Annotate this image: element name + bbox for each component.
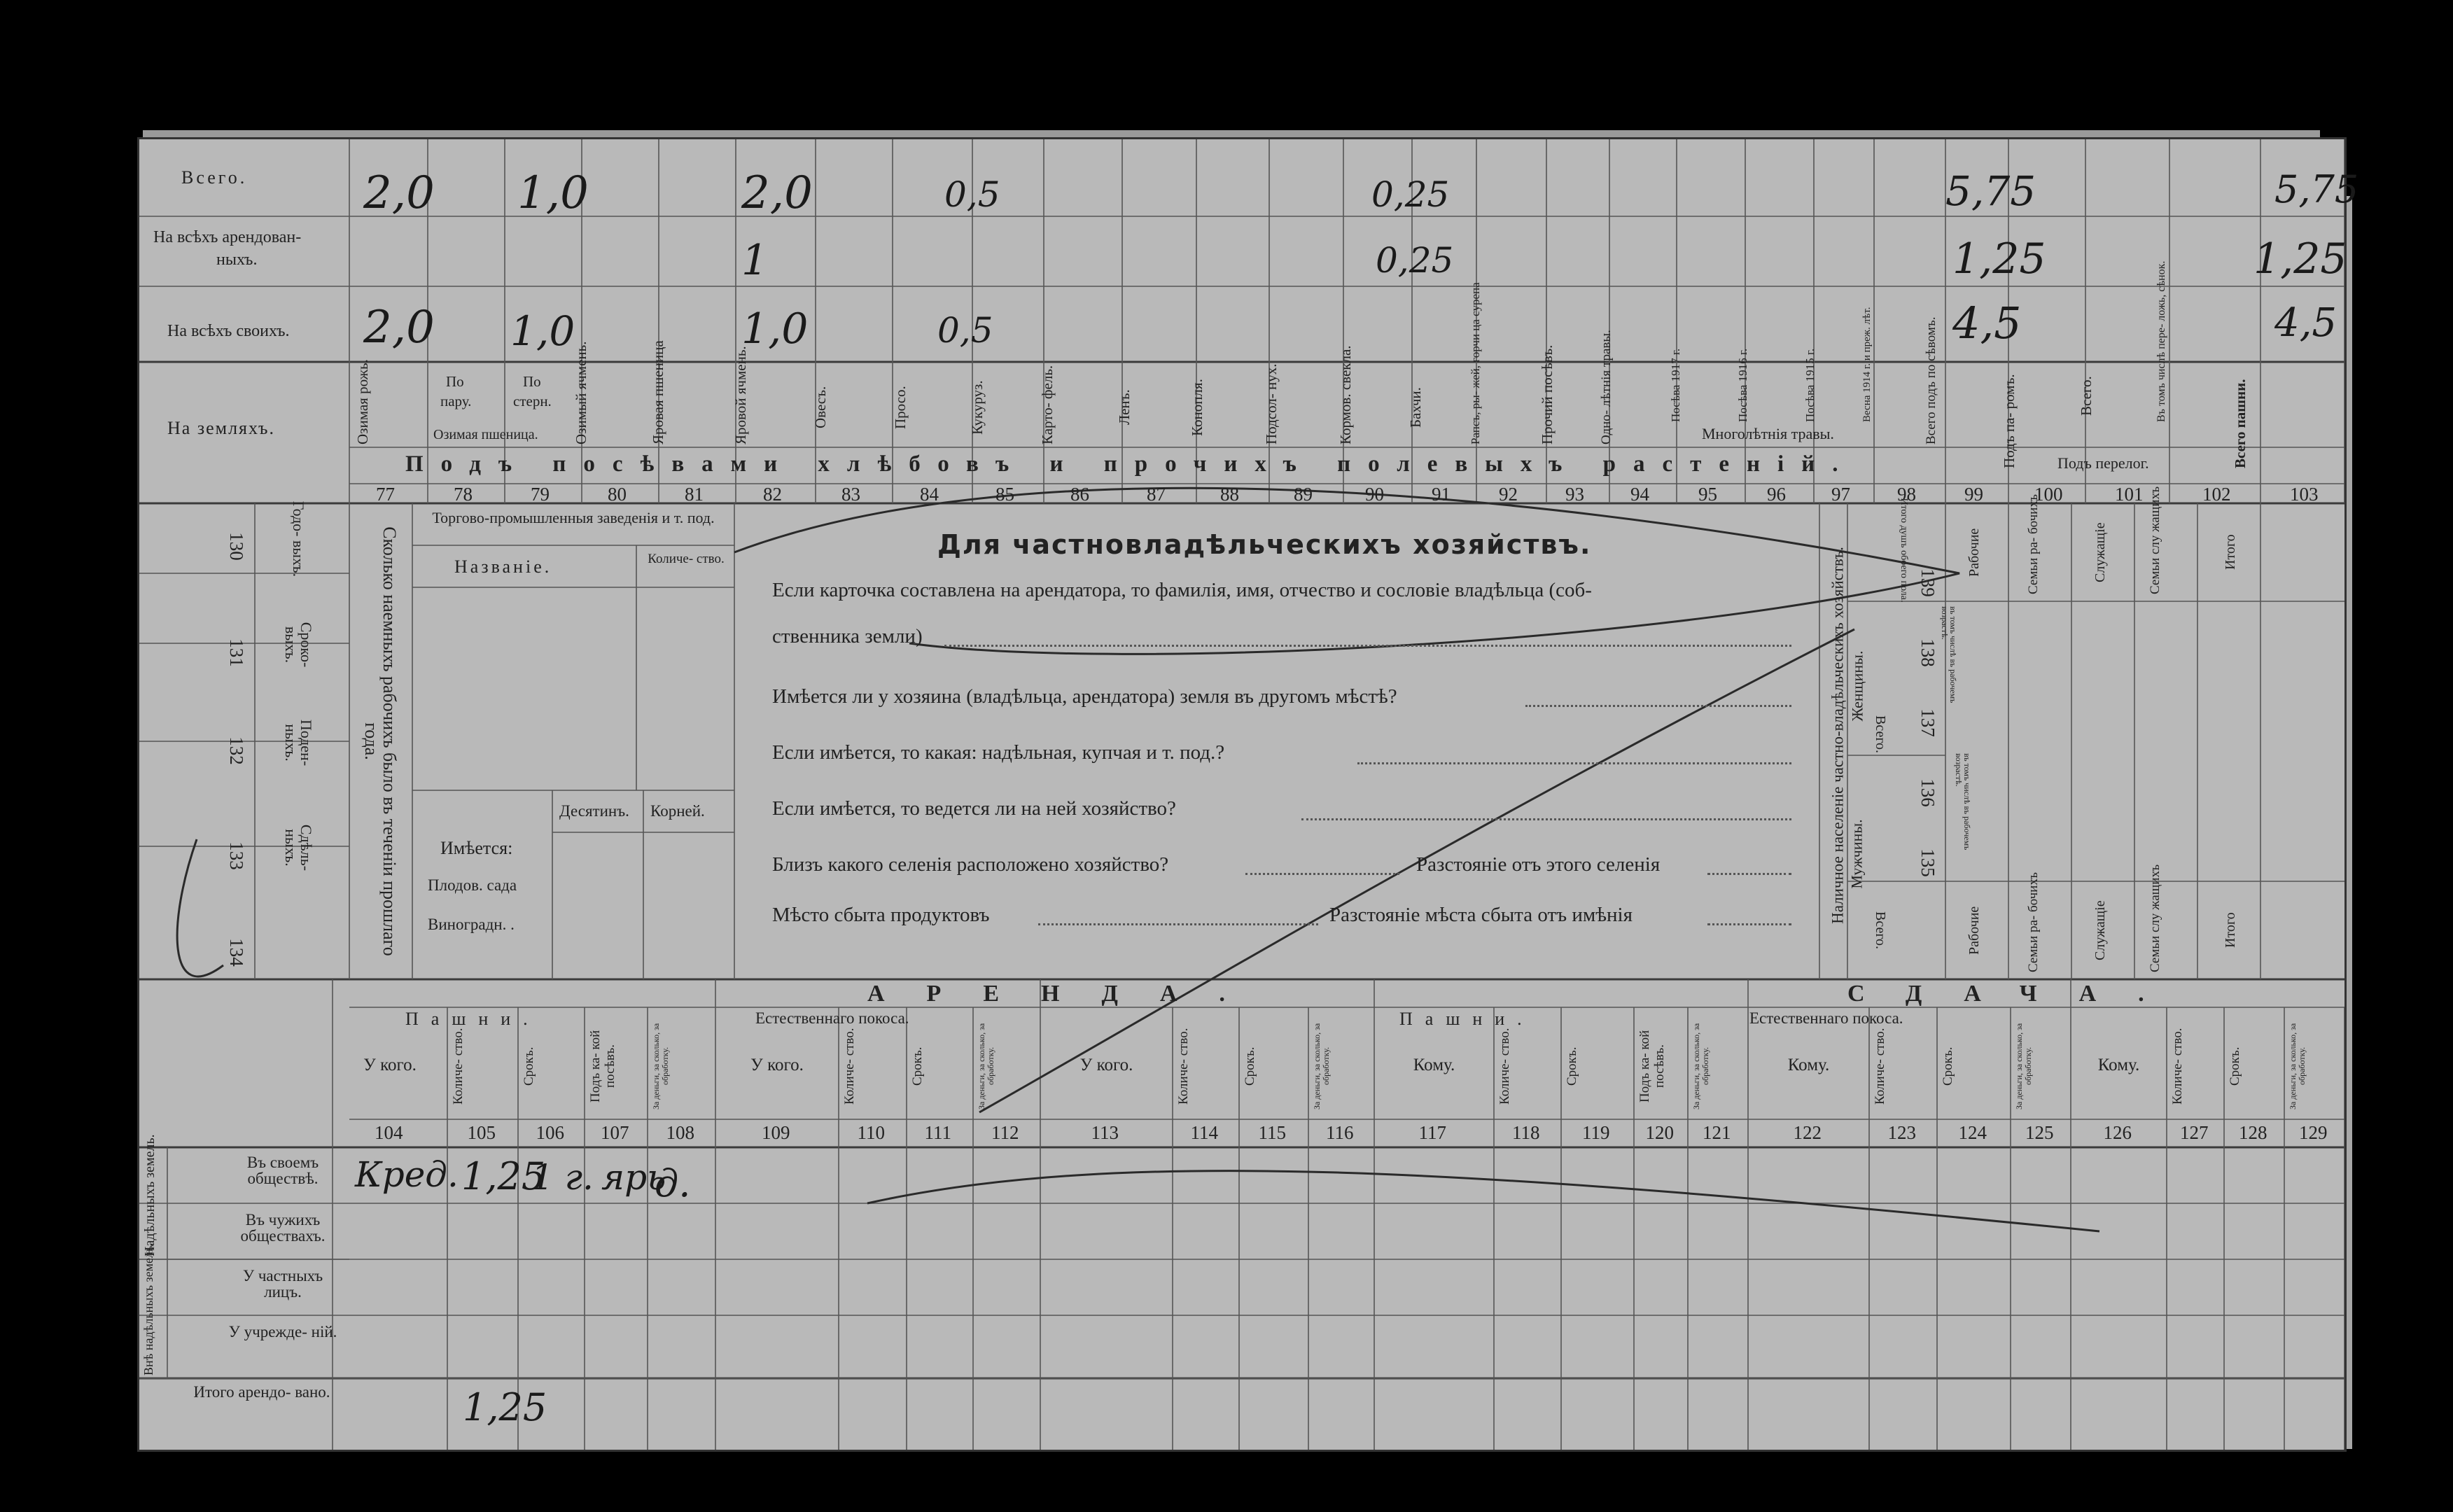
label-year: Годо- выхъ. xyxy=(290,500,307,578)
col-number-96: 96 xyxy=(1767,484,1786,505)
row-institutions: У учрежде- ній. xyxy=(228,1323,337,1340)
arable-out: Пашни. xyxy=(1399,1009,1535,1029)
col-number-83: 83 xyxy=(841,484,860,505)
dotted-line xyxy=(1707,923,1791,925)
col-header-94: Одно- лѣтнія травы. xyxy=(1599,330,1614,444)
lease-col-header: За деньги, за сколько, за обработку. xyxy=(1691,1023,1711,1110)
label-daily: Поден- ныхъ. xyxy=(282,719,315,766)
col-number-104: 104 xyxy=(375,1122,403,1143)
col-header-86: Карто- фель. xyxy=(1039,365,1056,444)
col-number-122: 122 xyxy=(1793,1122,1822,1143)
col-header-102: Въ томъ числѣ пере- ложь, сѣнок. xyxy=(2155,260,2167,422)
lease-col-header: У кого. xyxy=(750,1056,804,1074)
private-q5: Близъ какого селенія расположено хозяйство? xyxy=(772,853,1169,876)
lease-col-header: Количе- ство. xyxy=(451,1028,466,1105)
hw-total-plow: 5,75 xyxy=(2274,167,2359,211)
private-farms-title: Для частновладѣльческихъ хозяйствъ. xyxy=(937,529,1592,560)
col-header-91: Бахчи. xyxy=(1407,387,1424,428)
lease-in-title: АРЕНДА. xyxy=(867,981,1267,1007)
enterprise-name-header: Названіе. xyxy=(454,556,552,577)
col-number-86: 86 xyxy=(1070,484,1089,505)
dotted-line xyxy=(944,645,1791,647)
hw-rented-melons: 0,25 xyxy=(1376,240,1454,281)
col-number-98: 98 xyxy=(1897,484,1916,505)
col-number-137: 137 xyxy=(1917,708,1938,737)
col-number-105: 105 xyxy=(467,1122,496,1143)
col-number-89: 89 xyxy=(1294,484,1313,505)
hw-total-rented: 1,25 xyxy=(463,1385,547,1429)
col-number-80: 80 xyxy=(608,484,627,505)
col-number-99: 99 xyxy=(1964,484,1983,505)
orchard-label: Плодов. сада xyxy=(428,876,517,894)
total-top: Итого xyxy=(2223,534,2238,570)
hw-own-barley: 1,0 xyxy=(741,304,809,354)
col-header-78a: По xyxy=(446,373,464,390)
worker-families-bottom: Семьи ра- бочихъ xyxy=(2026,872,2041,972)
hw-rented-barley: 1 xyxy=(741,236,769,285)
row-label-total: Всего. xyxy=(181,167,248,188)
lease-col-header: Кому. xyxy=(1413,1056,1455,1074)
hired-workers-label: Сколько наемныхъ рабочихъ было въ теченіи прошлаго года. xyxy=(361,526,400,956)
lease-col-header: Подъ ка- кой посѣвъ. xyxy=(1637,1030,1667,1102)
col-number-111: 111 xyxy=(924,1122,951,1143)
col-number-85: 85 xyxy=(995,484,1014,505)
col-header-103: Всего пашни. xyxy=(2232,379,2249,468)
col-number-127: 127 xyxy=(2180,1122,2209,1143)
col-number-132: 132 xyxy=(225,736,247,765)
lease-col-header: За деньги, за сколько, за обработку. xyxy=(2014,1023,2034,1110)
col-number-128: 128 xyxy=(2239,1122,2267,1143)
col-number-114: 114 xyxy=(1190,1122,1218,1143)
col-number-129: 129 xyxy=(2299,1122,2328,1143)
col-number-119: 119 xyxy=(1582,1122,1610,1143)
women-total-label: Всего. xyxy=(1873,715,1889,754)
col-number-94: 94 xyxy=(1630,484,1649,505)
dotted-line xyxy=(1357,762,1791,764)
col-header-87: Ленъ. xyxy=(1116,389,1133,426)
col-number-95: 95 xyxy=(1698,484,1717,505)
lease-col-header: Количе- ство. xyxy=(842,1028,857,1105)
women-label: Женщины. xyxy=(1848,650,1866,722)
non-allotment-label: Внѣ надѣльныхъ земель. xyxy=(141,1242,155,1376)
hw-lease-qty: 1,25 xyxy=(461,1154,546,1198)
hw-total-millet: 0,5 xyxy=(944,174,1000,215)
hw-own-sown: 4,5 xyxy=(1952,298,2022,349)
col-header-90: Кормов. свекла. xyxy=(1337,345,1354,444)
col-number-112: 112 xyxy=(991,1122,1019,1143)
workers-top: Рабочие xyxy=(1966,528,1982,577)
col-header-92: Рапсъ, ры- жей, горчи ца сурепа xyxy=(1469,282,1482,444)
hw-own-millet: 0,5 xyxy=(937,310,993,351)
census-card xyxy=(137,137,2359,1452)
men-label: Мужчины. xyxy=(1847,819,1866,889)
winter-wheat-label: Озимая пшеница. xyxy=(433,427,538,442)
col-header-81: Яровая пшеница xyxy=(650,340,666,444)
col-number-103: 103 xyxy=(2290,484,2319,505)
servant-families-top: Семьи слу жащихъ xyxy=(2148,486,2162,594)
row-own-community: Въ своемъ обществѣ. xyxy=(246,1154,319,1187)
row-label-on-lands: На земляхъ. xyxy=(167,418,275,438)
private-q6: Мѣсто сбыта продуктовъ xyxy=(772,904,990,926)
col-number-81: 81 xyxy=(685,484,704,505)
workers-bottom: Рабочие xyxy=(1966,906,1982,955)
population-title: Наличное населеніе частно-владѣльческихъ хозяйствъ. xyxy=(1829,547,1847,924)
lease-col-header: За деньги, за сколько, за обработку. xyxy=(2288,1023,2307,1110)
col-header-95: Посѣва 1917 г. xyxy=(1669,348,1682,422)
col-number-117: 117 xyxy=(1418,1122,1446,1143)
lease-col-header: Срокъ. xyxy=(522,1046,536,1086)
col-number-91: 91 xyxy=(1432,484,1451,505)
hw-total-wheat: 1,0 xyxy=(517,167,589,219)
col-header-98: Весна 1914 г. и преж. лѣт. xyxy=(1861,307,1873,422)
lease-col-header: Срокъ. xyxy=(910,1046,925,1086)
col-number-92: 92 xyxy=(1499,484,1518,505)
col-number-115: 115 xyxy=(1258,1122,1286,1143)
roots-header: Корней. xyxy=(650,802,705,820)
enterprises-title: Торгово-промышленныя заведенія и т. под. xyxy=(432,509,715,526)
label-term: Сроко- выхъ. xyxy=(282,622,315,668)
private-q5-distance: Разстояніе отъ этого селенія xyxy=(1416,853,1661,876)
lease-col-header: За деньги, за сколько, за обработку. xyxy=(977,1023,996,1110)
hw-lease-crop: ярь xyxy=(601,1157,666,1198)
col-header-84: Просо. xyxy=(892,386,909,429)
col-number-77: 77 xyxy=(376,484,395,505)
col-number-133: 133 xyxy=(225,841,247,870)
hw-total-sown: 5,75 xyxy=(1945,167,2036,215)
col-number-97: 97 xyxy=(1831,484,1850,505)
col-number-110: 110 xyxy=(857,1122,885,1143)
dotted-line xyxy=(1038,923,1318,925)
col-number-138: 138 xyxy=(1917,638,1938,667)
enterprise-qty-header: Количе- ство. xyxy=(648,552,725,566)
lease-col-header: Количе- ство. xyxy=(1873,1028,1887,1105)
servants-top: Служащіе xyxy=(2092,522,2108,582)
dotted-line xyxy=(1525,705,1791,707)
hw-own-rye: 2,0 xyxy=(363,302,435,354)
row-private-persons: У частныхъ лицъ. xyxy=(242,1267,323,1301)
worker-families-top: Семьи ра- бочихъ xyxy=(2026,494,2041,594)
servants-bottom: Служащіе xyxy=(2092,900,2108,960)
col-header-89: Подсол- нух. xyxy=(1263,363,1280,444)
col-number-131: 131 xyxy=(225,638,247,667)
col-number-139: 139 xyxy=(1917,568,1938,597)
allotment-label: Надѣльныхъ земель. xyxy=(142,1134,158,1256)
arable-in: Пашни. xyxy=(405,1009,540,1029)
lease-col-header: Количе- ство. xyxy=(1497,1028,1512,1105)
lease-col-header: Подъ ка- кой посѣвъ. xyxy=(588,1030,617,1102)
col-number-100: 100 xyxy=(2034,484,2063,505)
col-header-88: Конопля. xyxy=(1189,379,1205,436)
col-number-118: 118 xyxy=(1512,1122,1540,1143)
lease-col-header: За деньги, за сколько, за обработку. xyxy=(651,1023,671,1110)
col-number-135: 135 xyxy=(1917,848,1938,877)
col-header-85: Кукуруз. xyxy=(969,380,986,435)
col-header-96: Посѣва 1916 г. xyxy=(1736,348,1749,422)
servant-families-bottom: Семьи слу жащихъ xyxy=(2148,864,2162,972)
lease-col-header: За деньги, за сколько, за обработку. xyxy=(1312,1023,1332,1110)
col-number-124: 124 xyxy=(1958,1122,1987,1143)
col-header-99: Всего подъ по сѣвомъ. xyxy=(1924,316,1938,444)
col-header-78b: пару. xyxy=(440,393,472,410)
row-label-rented-cont: ныхъ. xyxy=(216,251,258,269)
lease-col-header: Кому. xyxy=(1787,1056,1830,1074)
has-label: Имѣется: xyxy=(440,838,513,858)
col-number-78: 78 xyxy=(454,484,473,505)
col-header-82: Яровой ячмень. xyxy=(732,346,749,444)
col-number-130: 130 xyxy=(225,532,247,561)
lease-col-header: Срокъ. xyxy=(1243,1046,1257,1086)
private-q3: Если имѣется, то какая: надѣльная, купчая и т. под.? xyxy=(772,741,1225,764)
col-number-120: 120 xyxy=(1645,1122,1674,1143)
col-number-121: 121 xyxy=(1703,1122,1731,1143)
private-q1-cont: ственника земли) xyxy=(772,625,923,648)
lease-col-header: Кому. xyxy=(2097,1056,2140,1074)
men-working-label: въ томъ числѣ въ рабочемъ возрастѣ. xyxy=(1954,753,1972,850)
col-number-108: 108 xyxy=(666,1122,694,1143)
dotted-line xyxy=(1301,818,1791,820)
row-other-community: Въ чужихъ обществахъ. xyxy=(240,1211,326,1245)
lease-col-header: Количе- ство. xyxy=(2170,1028,2185,1105)
private-q6-distance: Разстояніе мѣста сбыта отъ имѣнія xyxy=(1329,904,1633,926)
lease-col-header: Срокъ. xyxy=(1941,1046,1955,1086)
lease-col-header: У кого. xyxy=(1079,1056,1133,1074)
hw-lease-term: 1 г. xyxy=(531,1157,594,1198)
col-header-79a: По xyxy=(523,373,541,390)
col-header-83: Овесъ. xyxy=(812,386,829,429)
hay-out: Естественнаго покоса. xyxy=(1749,1009,1903,1027)
row-total-rented: Итого арендо- вано. xyxy=(193,1383,330,1401)
dotted-line xyxy=(1707,873,1791,875)
vineyard-label: Виноградн. . xyxy=(428,916,515,933)
lease-col-header: У кого. xyxy=(363,1056,417,1074)
row-label-rented: На всѣхъ арендован- xyxy=(153,228,302,246)
col-number-90: 90 xyxy=(1365,484,1384,505)
col-header-100: Подъ па- ромъ. xyxy=(2001,374,2018,468)
private-q2: Имѣется ли у хозяина (владѣльца, арендатора) земля въ другомъ мѣстѣ? xyxy=(772,685,1397,708)
col-number-106: 106 xyxy=(536,1122,564,1143)
col-header-79b: стерн. xyxy=(513,393,552,410)
label-piece: Сдѣль- ныхъ. xyxy=(282,824,315,872)
col-number-109: 109 xyxy=(762,1122,790,1143)
col-number-134: 134 xyxy=(225,938,247,967)
hw-own-plow: 4,5 xyxy=(2274,300,2337,346)
both-sexes-label: Итого душъ обоего пола. xyxy=(1899,498,1909,603)
hay-in: Естественнаго покоса. xyxy=(755,1009,909,1027)
hw-total-melons: 0,25 xyxy=(1371,174,1450,215)
row-label-own: На всѣхъ своихъ. xyxy=(167,322,290,340)
private-q1: Если карточка составлена на арендатора, то фамилія, имя, отчество и сословіе владѣльца (соб- xyxy=(772,579,1592,601)
fallow-label: Подъ перелог. xyxy=(2057,454,2149,472)
col-number-102: 102 xyxy=(2202,484,2231,505)
col-number-107: 107 xyxy=(601,1122,629,1143)
col-number-123: 123 xyxy=(1887,1122,1916,1143)
col-number-82: 82 xyxy=(763,484,782,505)
private-q4: Если имѣется, то ведется ли на ней хозяйство? xyxy=(772,797,1176,820)
col-header-80: Озимый ячмень. xyxy=(573,341,589,444)
col-header-93: Прочий посѣвъ. xyxy=(1539,344,1556,444)
perennial-grasses-label: Многолѣтнія травы. xyxy=(1702,425,1834,442)
col-number-87: 87 xyxy=(1147,484,1166,505)
hw-total-rye: 2,0 xyxy=(363,167,435,219)
total-bottom: Итого xyxy=(2223,912,2238,948)
col-number-126: 126 xyxy=(2103,1122,2132,1143)
col-number-125: 125 xyxy=(2025,1122,2054,1143)
hw-total-barley: 2,0 xyxy=(741,167,813,219)
desyatin-header: Десятинъ. xyxy=(559,802,629,820)
lease-col-header: Срокъ. xyxy=(2228,1046,2242,1086)
col-number-101: 101 xyxy=(2115,484,2144,505)
hw-lease-payment: д. xyxy=(655,1161,691,1205)
col-header-97: Посѣва 1915 г. xyxy=(1803,348,1817,422)
col-header-77: Озимая рожь. xyxy=(354,359,371,444)
lease-col-header: Срокъ. xyxy=(1565,1046,1579,1086)
hw-own-wheat: 1,0 xyxy=(510,307,575,355)
hw-rented-sown: 1,25 xyxy=(1952,234,2046,284)
col-number-79: 79 xyxy=(531,484,550,505)
lease-col-header: Количе- ство. xyxy=(1176,1028,1191,1105)
col-number-88: 88 xyxy=(1220,484,1239,505)
col-number-136: 136 xyxy=(1917,778,1938,807)
col-number-84: 84 xyxy=(920,484,939,505)
col-number-113: 113 xyxy=(1091,1122,1119,1143)
women-working-label: въ томъ числѣ въ рабочемъ возрастѣ. xyxy=(1940,606,1958,704)
hw-rented-plow: 1,25 xyxy=(2253,234,2347,284)
dotted-line xyxy=(1245,873,1399,875)
hw-lease-from-whom: Кред. xyxy=(355,1154,459,1195)
col-number-116: 116 xyxy=(1326,1122,1354,1143)
men-total-label: Всего. xyxy=(1873,911,1889,950)
under-crops-banner: Подъ посѣвами хлѣбовъ и прочихъ полевыхъ растеній. xyxy=(405,451,1856,477)
col-number-93: 93 xyxy=(1565,484,1584,505)
col-header-101: Всего. xyxy=(2078,376,2095,416)
lease-out-title: СДАЧА. xyxy=(1847,981,2186,1007)
